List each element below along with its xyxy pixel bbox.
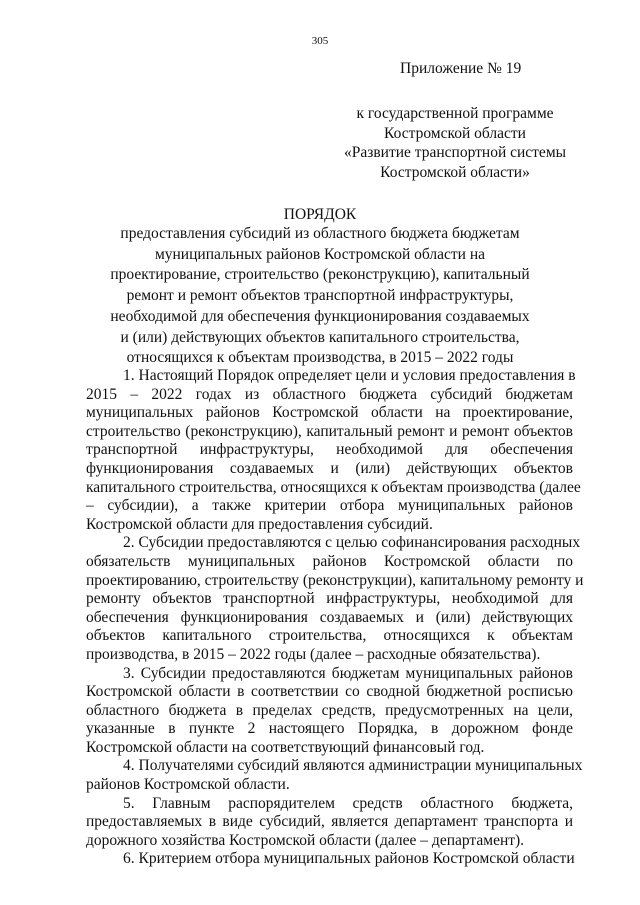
paragraph-line: 1. Настоящий Порядок определяет цели и условия предоставления в (123, 367, 576, 384)
paragraph-line: ремонту объектов транспортной инфраструктуры, необходимой для (86, 590, 573, 608)
program-line: Костромской области (384, 124, 526, 142)
paragraph-line: транспортной инфраструктуры, необходимой для обеспечения (86, 441, 573, 459)
paragraph-line: производства, в 2015 – 2022 годы (далее – расходные обязательства). (86, 645, 541, 663)
paragraph-line: 4. Получателями субсидий являются администрации муниципальных (123, 757, 583, 775)
program-reference (320, 104, 590, 182)
page-number: 305 (311, 35, 329, 47)
document-subtitle (100, 224, 540, 369)
paragraph-line: проектированию, строительству (реконструкции), капитальному ремонту и (86, 571, 584, 589)
subtitle-line: относящихся к объектам производства, в 2015 – 2022 годы (126, 349, 514, 367)
paragraph-line: Костромской области в соответствии со сводной бюджетной росписью (86, 683, 573, 701)
document-body (86, 367, 584, 869)
subtitle-line: необходимой для обеспечения функционирования создаваемых (110, 307, 530, 325)
subtitle-line: и (или) действующих объектов капитального строительства, (120, 328, 520, 346)
paragraph-line: муниципальных районов Костромской области на проектирование, (86, 404, 573, 422)
subtitle-line: муниципальных районов Костромской области на (154, 245, 486, 263)
paragraph-5 (86, 795, 573, 851)
paragraph-line: областного бюджета в пределах средств, предусмотренных на цели, (86, 701, 573, 719)
subtitle-line: проектирование, строительство (реконструкцию), капитальный (110, 266, 530, 284)
paragraph-3 (86, 665, 573, 758)
paragraph-line: обязательств муниципальных районов Костромской области по (86, 552, 573, 570)
document-title: ПОРЯДОК (283, 206, 357, 223)
paragraph-line: 5. Главным распорядителем средств областного бюджета, (123, 794, 573, 812)
appendix-label: Приложение № 19 (400, 60, 522, 77)
subtitle-line: предоставления субсидий из областного бюджета бюджетам (120, 225, 520, 242)
paragraph-line: районов Костромской области. (86, 776, 290, 794)
paragraph-line: капитального строительства, относящихся к объектам производства (далее (86, 478, 581, 496)
paragraph-line: 2. Субсидии предоставляются с целью софинансирования расходных (123, 534, 581, 552)
program-line: к государственной программе (356, 105, 554, 122)
subtitle-line: ремонт и ремонт объектов транспортной инфраструктуры, (126, 287, 514, 305)
paragraph-line: – субсидии), а также критерии отбора муниципальных районов (86, 497, 573, 515)
paragraph-line: предоставляемых в виде субсидий, является департамент транспорта и (86, 813, 573, 831)
paragraph-2 (86, 534, 584, 664)
paragraph-line: 2015 – 2022 годах из областного бюджета субсидий бюджетам (86, 385, 573, 403)
paragraph-line: Костромской области на соответствующий финансовый год. (86, 738, 485, 756)
paragraph-line: Костромской области для предоставления субсидий. (86, 515, 433, 533)
program-line: Костромской области» (380, 163, 530, 181)
paragraph-4 (86, 757, 583, 794)
program-line: «Развитие транспортной системы (343, 144, 567, 161)
paragraph-line: строительство (реконструкцию), капитальный ремонт и ремонт объектов (86, 422, 573, 440)
paragraph-1 (86, 367, 581, 534)
paragraph-6 (86, 850, 573, 869)
paragraph-line: дорожного хозяйства Костромской области (далее – департамент). (86, 831, 525, 849)
paragraph-line: обеспечения функционирования создаваемых и (или) действующих (86, 608, 573, 626)
paragraph-line: объектов капитального строительства, относящихся к объектам (86, 627, 573, 645)
paragraph-line: функционирования создаваемых и (или) действующих объектов (86, 459, 573, 477)
paragraph-line: 3. Субсидии предоставляются бюджетам муниципальных районов (123, 664, 573, 682)
paragraph-line: 6. Критерием отбора муниципальных районов Костромской области (123, 850, 575, 868)
paragraph-line: указанные в пункте 2 настоящего Порядка, в дорожном фонде (86, 720, 573, 738)
